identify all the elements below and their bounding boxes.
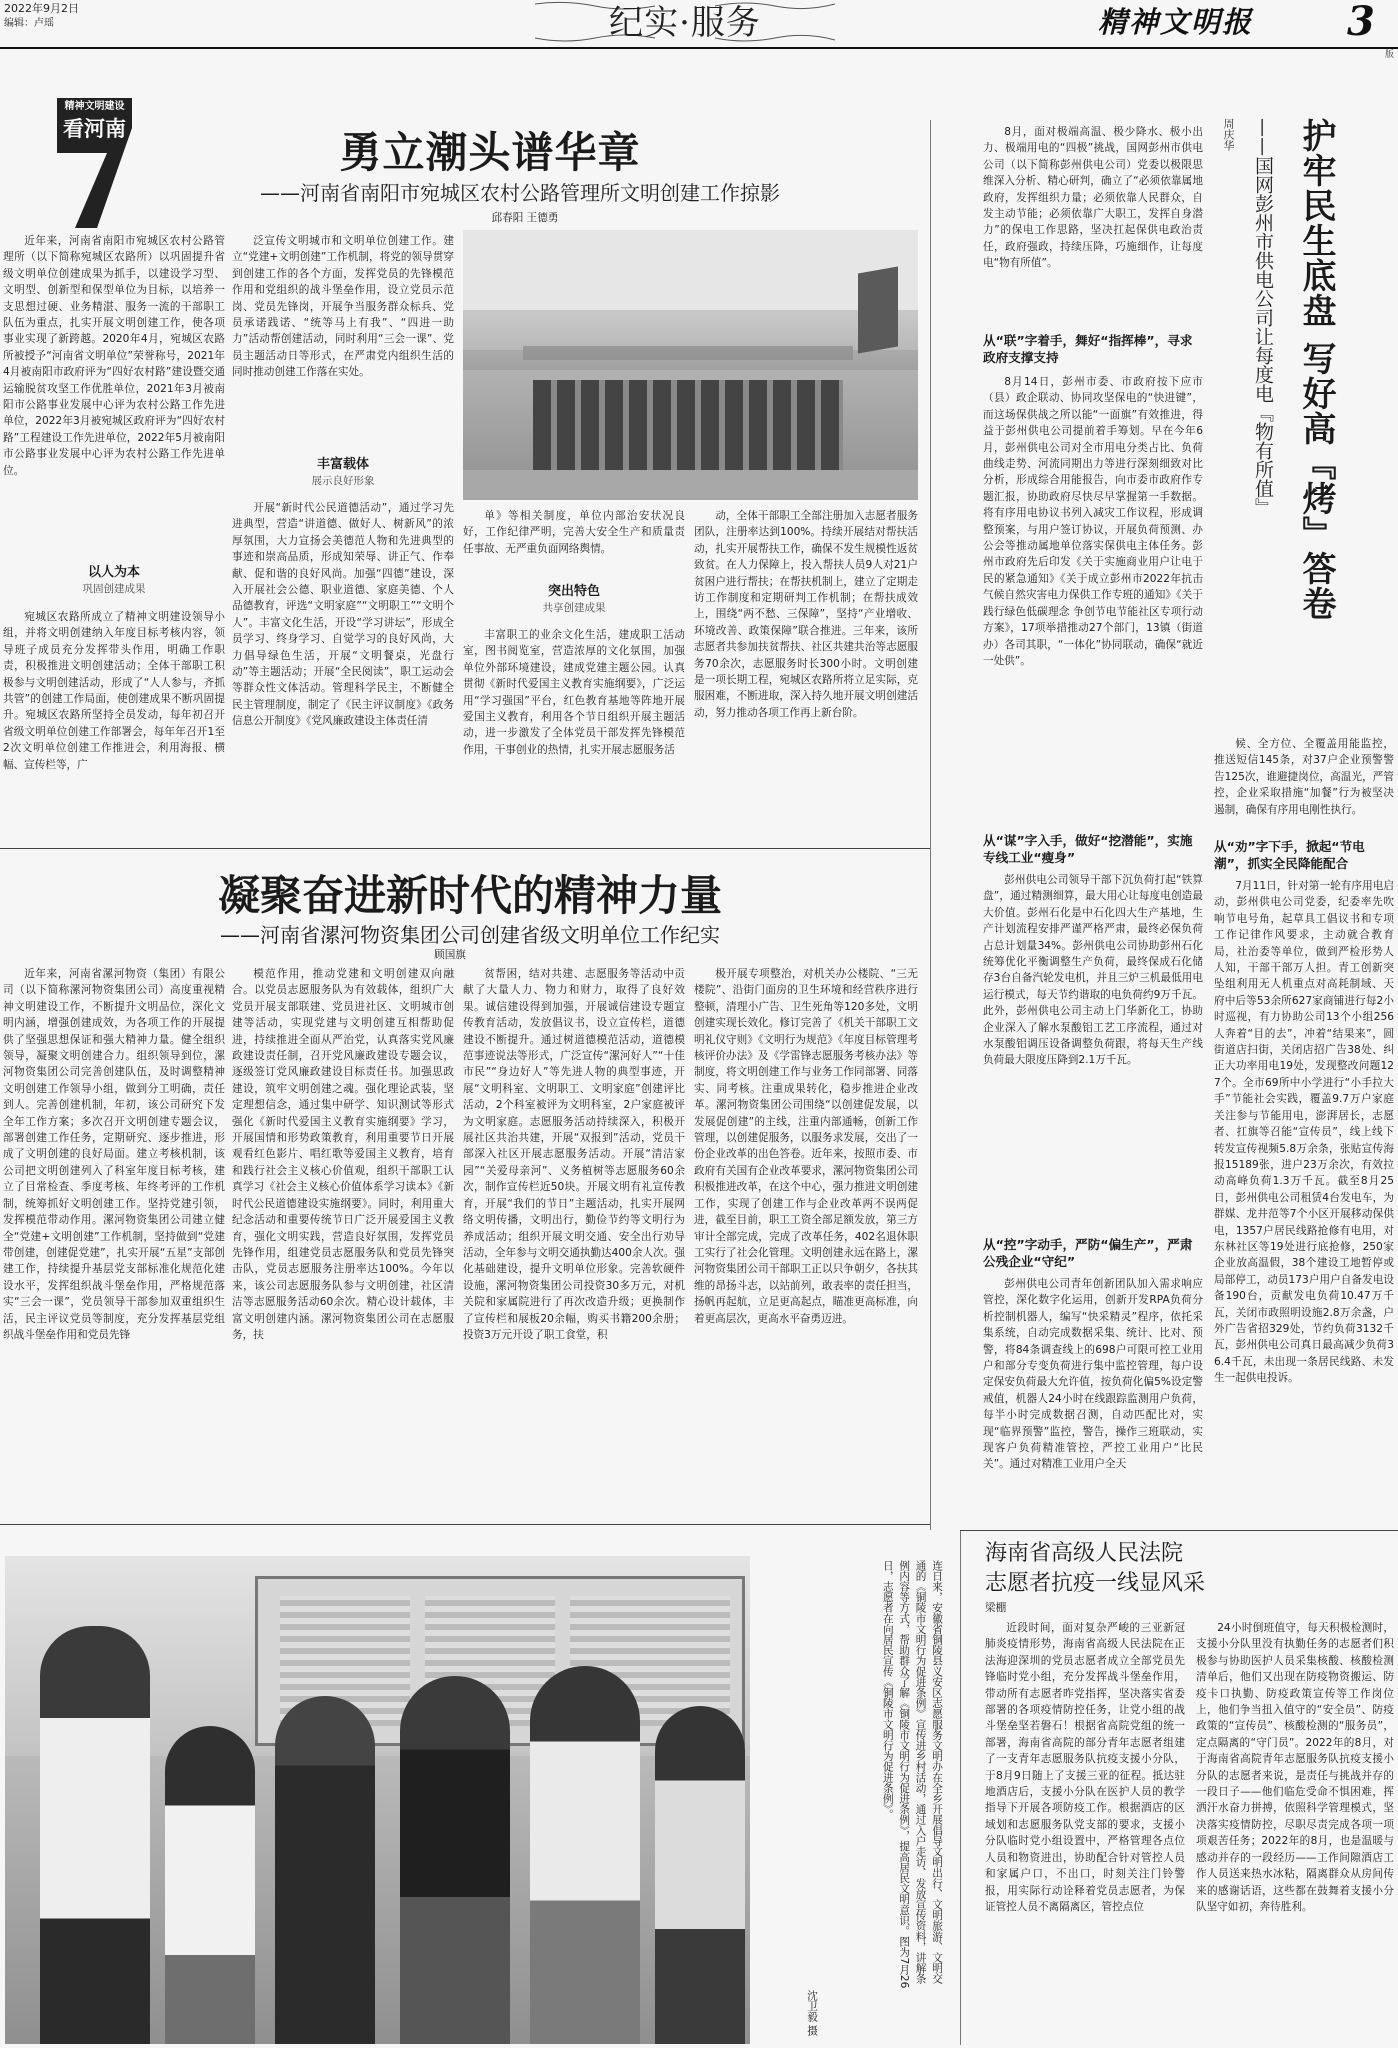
subhead-title: 以人为本 [87, 565, 140, 580]
article2-byline: 顾国旗 [434, 949, 466, 961]
badge-line2: 看河南 [63, 117, 126, 141]
subhead-sub: 共享创建成果 [542, 602, 606, 614]
article2-bottom-rule [0, 1524, 930, 1525]
article3-author: 周庆华 [1222, 118, 1235, 151]
article1-col1: 近年来，河南省南阳市宛城区农村公路管理所（以下简称宛城区农路所）以巩固提升省级文明单位创建成果为抓手，以建设学习型、文明型、创新型和保型单位为目标，以培养一支思想过硬、业务精湛、服务一流的干部职工队伍为重点，扎实开展文明创建工作，使各项事业实现了新跨越。2020年4月，宛城区农路所被授予“河南省文明单位”荣誉称号，2021年4月被南阳市政府评为“四好农村路”建设暨交通运输脱贫攻坚工作优胜单位，2021年3月被南阳市公路事业发展中心评为农村公路工作先进单位，2022年3月被宛城区政府评为“四好农村路”工程建设工作先进单位，2022年5月被南阳市公路事业发展中心评为农村公路工作先进单位。 [3, 235, 225, 477]
article1-col1-subhead [3, 564, 225, 604]
article2-col1: 近年来，河南省漯河物资（集团）有限公司（以下简称漯河物资集团公司）高度重视精神文明建设工作，不断提升文明品位，深化文明内涵，增强创建成效，为各项工作的开展提供了坚强思想保证和强大精神力量。健全组织领导，凝聚文明创建合力。组织领导到位，漯河物资集团公司完善创建队伍，及时调整精神文明创建工作领导小组，做到分工明确，责任到人。完善创建机制，年初，该公司研究下发全年工作方案；多次召开文明创建专题会议，部署创建工作任务，定期研究、逐步推进，形成了文明创建的良好局面。建立考核机制，该公司把文明创建列入了科室年度目标考核，建立了目常检查、季度考核、年终考评的工作机制，统筹抓好文明创建工作。坚持党建引领，发挥模范带动作用。漯河物资集团公司建立健全“党建+文明创建”工作机制，坚持做到“党建带创建，创建促党建”，扎实开展“五星”支部创建工作，持续提升基层党支部标准化规范化建设水平，发挥组织战斗堡垒作用，严格规范落实“三会一课”，党员领导干部参加双重组织生活，民主评议党员等制度，充分发挥基层党组织战斗堡垒作用和党员先锋 [3, 968, 225, 1341]
article3-title: 护牢民生底盘 写好高『烤』答卷 [1296, 118, 1336, 621]
newspaper-logo: 精神文明报 [1098, 5, 1254, 39]
page-number-suffix: 版 [1385, 50, 1395, 60]
photo-person [400, 1676, 510, 2044]
article3-col-b2: 7月11日，针对第一轮有序用电启动，彭州供电公司党委，纪委率先吹响节电号角，起草具工倡议书和专项工作记律作风要求，主动就合教育局，社治委等单位，做到严检形势人人知，干部干部万人担。青工创新突坠组利用无人机重点对高耗制域、天府中后等53余所627家商铺进行每2小时巡视，有力协助公司13个小组256人奔着“目的去”，冲着“结果来”，圆街道店扫街，关闭店招广告38处、纠正大功率用电19处，发现整改问题127个。全市69所中小学进行“小手拉大手”节能社会实践，覆盖9.7万户家庭关注参与节能用电，澎湃居长，志愿者、扛旗等召能“宣传员”，线上线下转发宣传视频5.8万余条，张贴宣传海报15189张，进户23万余次，有效拉动高峰负荷1.3万千瓦。截至8月25日，彭州供电公司租赁4台发电车，为群媒、龙井范等7个小区开展移动保供电，1357户居民线路抢修有电用，对东林社区等19处进行底抢修，250家企业放高温假，38个建设工地暂停或局部停工，动员173户用户自备发电设备190台，贡献发电负荷10.47万千瓦，关闭市政照明设施2.8万余盏，户外广告省招329处，节约负荷3132千瓦，彭州供电公司真日最高减少负荷36.4千瓦，未出现一条居民线路、未发生一起供电投诉。 [1214, 880, 1394, 1385]
issue-date: 2022年9月2日 [4, 2, 79, 15]
right-lower-divider [960, 1530, 961, 2045]
article1-col2-subhead [232, 456, 454, 496]
photo-flag [858, 266, 898, 353]
article1-title: 勇立潮头谱华章 [339, 128, 641, 177]
article3-body-a: 8月14日，彭州市委、市政府按下应市（县）政企联动、协同攻坚保电的“快进键”，而这场保供战之所以能“一面旗”有效推进，得益于彭州供电公司提前着手筹划。早在今年6月，彭州供电公司对全市用电分类占比、负荷曲线走势、河流同期出力等进行深刻细致对比分析，形成综合用能报告，向市委市政府作专题汇报，协助政府尽快尽早掌握第一手数据。将有序用电协议书列入减灾工作议程，形成调整预案，与用户签订协议，开展负荷预测、办公会等推动属地单位落实保供电主体任务。彭州市政府先后印发《关于实施商业用户让电于民的紧急通知》《关于成立彭州市2022年抗击气候自然灾害电力保供工作专班的通知》《关于践行绿色低碳理念 争创节电节能社区专项行动方案》，17项举措推动27个部门，13镇（街道办）各司其职，“一体化”协同联动，确保“就近一处供”。 [983, 376, 1203, 667]
article3-bottom-rule [960, 1530, 1398, 1531]
column-badge [57, 98, 132, 228]
article2-col3: 贫帮困，结对共建、志愿服务等活动中贡献了大量人力、物力和财力，取得了良好效果。诚信建设得到加强，开展诚信建设专题宣传教育活动，发放倡议书，设立宣传栏，道德建设不断提升。通过树道德模范活动，道德模范事迹说法等形式，广泛宣传“漯河好人”“十佳市民”“身边好人”等先进人物的典型事迹，开展“文明科室、文明职工、文明家庭”创建评比活动，2个科室被评为文明科室，2户家庭被评为文明家庭。志愿服务活动持续深入，积极开展社区共治共建，开展“双报到”活动，党员干部深入社区开展志愿服务活动。开展“清洁家园”“关爱母亲河”、义务植树等志愿服务60余次，制作宣传栏近50块。开展文明有礼宣传教育，开展“我们的节日”主题活动，扎实开展网络文明传播，文明出行，勤俭节约等文明行为养成活动；组织开展文明交通、安全出行劝导活动，全年参与文明交通执勤达400余人次。强化基础建设，提升文明单位形象。完善软硬件设施，漯河物资集团公司投资30多万元，对机关院和家属院进行了再次改造升级；更换制作了宣传栏和展板20余幅，购买书籍200余册；投资3万元开设了职工食堂，积 [463, 968, 685, 1341]
photo-person [530, 1666, 640, 2044]
subhead-title: 丰富载体 [316, 457, 369, 472]
photo-ground [463, 470, 918, 500]
article1-col4: 动，全体干部职工全部注册加入志愿者服务团队，注册率达到100%。持续开展结对帮扶活动，扎实开展帮扶工作，确保不发生规模性返贫致贫。在人力保障上，投入帮扶人员9人对21户贫困户进行帮扶；在帮扶机制上，建立了定期走访工作制度和定期研判工作机制；在帮扶成效上，围绕“两不愁、三保障”，坚持“产业增收、环境改善、政策保障”联合推进。三年来，该所志愿者共参加扶贫帮扶、社区共建共治等志愿服务70余次，志愿服务时长300小时。文明创建是一项长期工程，宛城区农路所将立足实际，克服困难，不断进取，深入持久地开展文明创建活动，努力推动各项工作再上新台阶。 [694, 510, 918, 719]
article3-body-c: 彭州供电公司青年创新团队加入需求响应管控，深化数字化运用，创新开发RPA负荷分析控制机器人，编写“快采精灵”程序，依托采集系统，自动完成数据采集、统计、比对、预警，将84条调查线上的698户可限可控工业用户和部分专变负荷进行集中监控管理，每户设定保安负荷最大允许值，按负荷化偏5%设定警戒值，机器人24小时在线跟踪监测用户负荷，每半小时完成数据召测，自动匹配比对，实现“临界预警”监控，警告，操作三班联动，实现客户负荷精准管控，严控工业用户“比民关”。通过对精准工业用户全天 [983, 1278, 1203, 1471]
article2-col4: 极开展专项整治，对机关办公楼院、“三无楼院”、沿街门面房的卫生环境和经营秩序进行整顿，清理小广告、卫生死角等120多处，文明创建实现长效化。修订完善了《机关干部职工文明礼仪守则》《文明行为规范》《年度目标管理考核评价办法》及《学雷锋志愿服务考核办法》等制度，将文明创建工作与业务工作同部署、同落实、同考核。注重成果转化，稳步推进企业改革。漯河物资集团公司围绕“以创建促发展，以发展促创建”的主线，注重内部通畅，创新工作管理，以创建促服务，以服务求发展，交出了一份企业改革的出色答卷。近年来，按照市委、市政府有关国有企业改革要求，漯河物资集团公司积极推进改革，在这个中心，强力推进文明创建工作，实现了创建工作与企业改革两不误两促进，截至目前，职工工资全部足额发放，第三方审计全部完成，完成了改革任务，402名退休职工实行了社会化管理。文明创建永远在路上，漯河物资集团公司干部职工正以只争朝夕，各扶其维的昂扬斗志，以站前列，敢表率的责任担当，扬帆再起航，立足更高起点，瞄准更高标准，向着更高层次，更高水平奋勇迈进。 [694, 968, 918, 1325]
subhead-sub: 展示良好形象 [311, 475, 375, 487]
article1-col3-subhead [463, 583, 685, 623]
article2-subtitle: ——河南省漯河物资集团公司创建省级文明单位工作纪实 [220, 923, 720, 947]
masthead-rule [0, 47, 1398, 49]
editor-credit: 编辑：卢瑶 [4, 18, 54, 29]
article4-col1: 近段时间，面对复杂严峻的三亚新冠肺炎疫情形势，海南省高级人民法院在正法海迎深圳的党员志愿者成立全部党员先锋临时党小组，充分发挥战斗堡垒作用，带动所有志愿者昨党指挥，坚决落实省委部署的各项疫情防控任务，让党小组的战斗堡垒坚若磐石！根据省高院党组的统一部署，海南省高院的部分青年志愿者组建了一支青年志愿服务队抗疫支援小分队，于8月9日随上了支援三亚的征程。抵达驻地酒店后，支援小分队在医护人员的教学指导下开展各项防疫工作。根据酒店的区域划和志愿服务队党支部的要求，支援小分队临时党小组设置中，严格管理各点位人员和物资进出，协助配合针对管控人员和家属户口，不出口，时刻关注门铃警报，用实际行动诠释着党员志愿者，为保证管控人员不离隔离区，管控点位 [985, 1622, 1185, 1913]
article3-col-b1: 候、全方位、全覆盖用能监控，推送短信145条，对37户企业预警警告125次，谁避捷岗位，高温光，严管控，企业采取措施“加餐”行为被坚决遏制，确保有序用电刚性执行。 [1214, 738, 1394, 816]
article1-col3: 单》等相关制度，单位内部治安状况良好，工作纪律严明，完善大安全生产和质量责任事故、无严重负面网络舆情。 [463, 510, 685, 555]
article3-head-a: 从“联”字着手，舞好“指挥棒”，寻求政府支撑支持 [983, 333, 1193, 365]
photo-person [275, 1696, 375, 2044]
article4-title-line1: 海南省高级人民法院 [985, 1541, 1184, 1566]
article3-subtitle: ——国网彭州市供电公司让每度电『物有所值』 [1252, 118, 1274, 517]
article1-photo [463, 230, 918, 500]
article1-bottom-rule [0, 848, 930, 849]
photo-caption: 连日来，安徽省铜陵县义安区志愿服务文明办在全乡开展倡导文明出行、文明旅游、文明交通的《铜陵市文明行为促进条例》宣传进乡村活动，通过入户走访、发放宣传资料，讲解条例内容等方式，帮助群众了解《铜陵市文明行为促进条例》，提高居民文明意识。图为7月26日，志愿者在向居民宣传《铜陵市文明行为促进条例》。 [881, 1560, 943, 1989]
volunteers-photo [5, 1556, 750, 2044]
photo-person [40, 1626, 150, 2044]
article3-body-b: 彭州供电公司领导干部下沉负荷打起“铁算盘”，通过精测细算，最大用心让每度电创造最大价值。彭州石化是中石化四大生产基地，生产计划流程安排严谨严格严肃，最终必保负荷占总计划量34%。彭州供电公司协助彭州石化统筹优化平衡调整生产负荷，最终保成石化储存3台自备汽轮发电机，并且三炉三机最低用电运行模式，每天节约谐取的电负荷约9万千瓦。此外，彭州供电公司主动上门华新化工，协助企业深入了解水泵酸铝工艺工序流程，通过对水泵酸铝调压设备调整负荷跟，将每天生产线负荷最大限度压降到2.1万千瓦。 [983, 874, 1203, 1067]
article1-col2b: 开展“新时代公民道德活动”，通过学习先进典型，营造“讲道德、做好人、树新风”的浓厚氛围，大力宣扬会美德范人物和先进典型的事迹和崇高品质，形成知荣辱、讲正气、作奉献、促和谐的良好风尚。加强“四德”建设，深入开展社会公德、职业道德、家庭美德、个人品德教育，评选“文明家庭”“文明职工”“文明个人”。丰富文化生活，开设“学习讲坛”，形成全员学习、终身学习、自觉学习的良好风尚，大力倡导绿色生活，开展“文明餐桌，光盘行动”等主题活动；开展“全民阅读”，职工运动会等群众性文体活动。管理科学民主，不断健全民主管理制度，制定了《民主评议制度》《政务信息公开制度》《党风廉政建设主体责任清 [232, 502, 454, 728]
article4-col2: 24小时倒班值守，每天积极检测时，支援小分队里没有执勤任务的志愿者们积极参与协助医护人员采集核酸、核酸检测清单后，他们又出现在防疫物资搬运、防疫卡口执勤、防疫政策宣传等工作岗位上，他们争当扭入值守的“安全员”、防疫政策的“宣传员”、核酸检测的“服务员”，定点隔离的“守门员”。2022年的8月，对于海南省高院青年志愿服务队抗疫支援小分队的志愿者来说，是责任与挑战并存的一段日子——他们临危受命不惧困难，挥洒汗水奋力拼搏，依照科学管理模式，坚决落实疫情防控，尽职尽责完成各项一项项艰苦任务；2022年的8月，也是温暖与感动并存的一段经历——工作间隙酒店工作人员送来热水冰粘，隔离群众从房间传来的感谢话语，这些都在鼓舞着支援小分队坚守如初，奔待胜利。 [1196, 1622, 1394, 1913]
article3-intro: 8月，面对极端高温、极少降水、极小出力、极端用电的“四极”挑战，国网彭州市供电公司（以下简称彭州供电公司）党委以极限思维深入分析、精心研判，确立了“必须依靠属地政府，发挥组织力量；必须依靠人民群众，自发主动节能；必须依靠广大职工，发挥自身潜力”的保电工作思路，坚决扛起保供电政治责任，政府强政，持续压降，巧施细作，让每度电“物有所值”。 [983, 126, 1203, 270]
article1-right-divider [930, 120, 931, 1530]
photo-group [533, 380, 843, 470]
photo-person [655, 1706, 745, 2044]
subhead-sub: 巩固创建成果 [82, 583, 146, 595]
photo-person [165, 1726, 255, 2044]
article3-head-b: 从“谋”字入手，做好“挖潜能”，实施专线工业“瘦身” [983, 833, 1193, 865]
subhead-title: 突出特色 [547, 584, 600, 599]
section-title: 纪实·服务 [609, 3, 761, 43]
photo-trees [463, 310, 918, 370]
article3-head-c: 从“控”字动手，严防“偏生产”，严肃公残企业“守纪” [983, 1237, 1193, 1269]
article1-subtitle: ——河南省南阳市宛城区农村公路管理所文明创建工作掠影 [260, 181, 780, 205]
article1-col3b: 丰富职工的业余文化生活，建成职工活动室，图书阅览室，营造浓厚的文化氛围，加强单位外部环境建设，建成党建主题公园。认真贯彻《新时代爱国主义教育实施纲要》，广泛运用“学习强国”平台，红色教育基地等阵地开展爱国主义教育，利用各个节日组织开展主题活动，进一步激发了全体党员干部发挥先锋模范作用，干事创业的热情，扎实开展志愿服务活 [463, 629, 685, 756]
page-number: 3 [1347, 0, 1375, 45]
article2-col2: 模范作用，推动党建和文明创建双向融合。以党员志愿服务队为有效载体，组织广大党员开展支部联建、党员进社区、文明城市创建等活动，实现党建与文明创建互相帮助促进，持续推进全面从严治党，认真落实党风廉政建设责任制，召开党风廉政建设专题会议，逐级签订党风廉政建设目标责任书。加强思政建设，筑牢文明创建之魂。强化理论武装，坚定理想信念，通过集中研学、知识测试等形式强化《新时代爱国主义教育实施纲要》学习，开展国情和形势政策教育，利用重要节日开展观看红色影片、唱红歌等爱国主义教育，培育和践行社会主义核心价值观，组织干部职工认真学习《社会主义核心价值体系学习读本》《新时代公民道德建设实施纲要》。同时，利用重大纪念活动和重要传统节日广泛开展爱国主义教育，强化文明实践，营造良好氛围，发挥党员先锋作用，组建党员志愿服务队和党员先锋突击队，党员志愿服务注册率达100%。今年以来，该公司志愿服务队参与文明创建，社区清洁等志愿服务活动60余次。精心设计载体，丰富文明创建内涵。漯河物资集团公司在志愿服务，扶 [232, 968, 454, 1341]
article3-head-d: 从“劝”字下手，掀起“节电潮”，抓实全民降能配合 [1214, 839, 1365, 871]
article1-col1b: 宛城区农路所成立了精神文明建设领导小组，并将文明创建纳入年度目标考核内容，领导班子成员充分发挥带头作用，明确工作职责，积极推进文明创建活动；全体干部职工积极参与文明创建活动，形成了“人人参与，齐抓共管”的创建工作局面，使创建成果不断巩固提升。宛城区农路所坚持全员发动，每年初召开省级文明单位创建工作部署会，每年年召开1至2次文明单位创建工作推进会，利用海报、横幅、宣传栏等，广 [3, 611, 225, 771]
article1-byline: 邱春阳 王德勇 [491, 212, 559, 224]
article4-title-line2: 志愿者抗疫一线显风采 [985, 1571, 1206, 1596]
badge-line1: 精神文明建设 [64, 101, 125, 112]
article2-title: 凝聚奋进新时代的精神力量 [217, 871, 722, 920]
article1-col2: 泛宣传文明城市和文明单位创建工作。建立“党建+文明创建”工作机制，将党的领导贯穿到创建工作的各个方面，发挥党员的先锋模范作用和党组织的战斗堡垒作用，设立党员示范岗、党员先锋岗，开展争当服务群众标兵、党员承诺践诺、“统等马上有我”、“四进一助力”活动帮创建活动，同时利用“三会一课”、党员主题活动日等形式，在严肃党内组织生活的同时推动创建工作落在实处。 [232, 235, 454, 379]
photo-credit: 沈卫毅 摄 [806, 1990, 818, 2036]
article4-byline: 梁棚 [985, 1602, 1007, 1614]
